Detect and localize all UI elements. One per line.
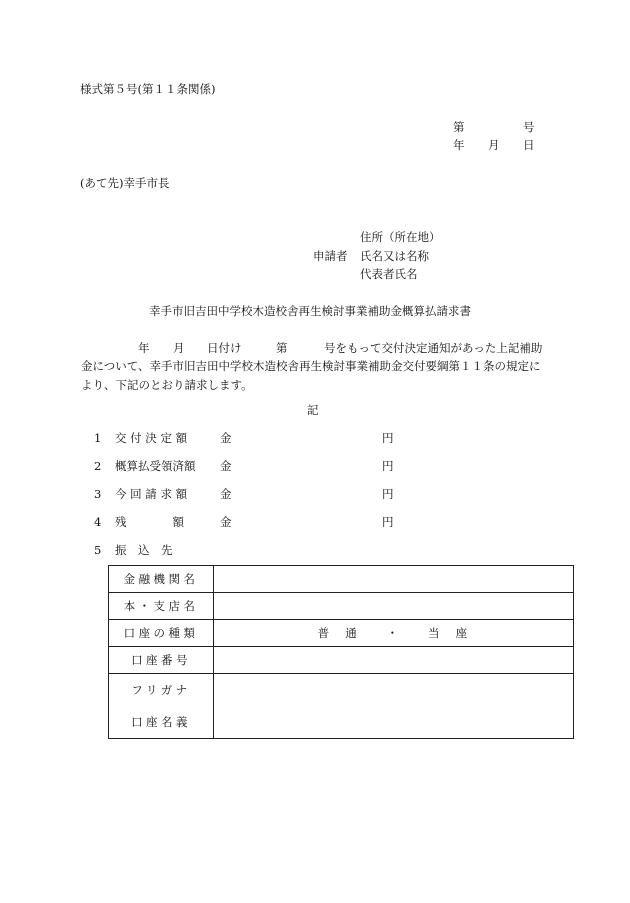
applicant-name-label: 氏名又は名称: [360, 249, 429, 263]
item-4-num: 4: [94, 515, 102, 529]
item-1-label: 交 付 決 定 額: [115, 431, 188, 445]
bank-name-field[interactable]: [214, 566, 574, 593]
form-number: 様式第５号(第１１条関係): [80, 82, 216, 96]
doc-number-dai: 第: [453, 120, 465, 134]
branch-name-label: 本・支店名: [109, 593, 214, 620]
table-row: [109, 647, 574, 674]
bank-name-label: 金融機関名: [109, 566, 214, 593]
body-line1-month: 月: [173, 341, 185, 355]
date-year: 年: [453, 138, 465, 152]
table-row: [109, 620, 574, 647]
ki-heading: 記: [307, 403, 319, 417]
item-3-yen: 円: [382, 487, 394, 501]
doc-number-go: 号: [523, 120, 535, 134]
account-holder-field[interactable]: [214, 674, 574, 739]
item-3-label: 今 回 請 求 額: [115, 487, 188, 501]
account-number-field[interactable]: [214, 647, 574, 674]
account-type-field[interactable]: 普 通 ・ 当 座: [214, 620, 574, 647]
applicant-address-label: 住所（所在地）: [360, 230, 441, 244]
account-number-label: 口座番号: [109, 647, 214, 674]
date-month: 月: [488, 138, 500, 152]
item-2-num: 2: [94, 459, 102, 473]
account-type-label: 口座の種類: [109, 620, 214, 647]
item-4-yen: 円: [382, 515, 394, 529]
body-line2: 金について、幸手市旧吉田中学校木造校舎再生検討事業補助金交付要綱第１１条の規定に: [81, 359, 541, 373]
item-4-kin: 金: [220, 515, 232, 529]
bank-info-table: [108, 565, 574, 739]
account-holder-label: 口座名義: [131, 715, 191, 729]
item-5-num: 5: [94, 543, 102, 557]
body-line1-date: 日付け: [207, 341, 242, 355]
item-4-label: 残 額: [115, 515, 184, 529]
account-holder-label-cell: [109, 674, 214, 739]
item-5-label: 振 込 先: [115, 543, 173, 557]
item-3-kin: 金: [220, 487, 232, 501]
item-1-num: 1: [94, 431, 102, 445]
document-title: 幸手市旧吉田中学校木造校舎再生検討事業補助金概算払請求書: [149, 304, 471, 318]
table-row: [109, 593, 574, 620]
date-day: 日: [523, 138, 535, 152]
item-1-yen: 円: [382, 431, 394, 445]
body-line1-rest: 号をもって交付決定通知があった上記補助: [324, 341, 543, 355]
addressee: (あて先)幸手市長: [80, 176, 170, 190]
item-2-label: 概算払受領済額: [115, 459, 196, 473]
body-line1-year: 年: [138, 341, 150, 355]
item-1-kin: 金: [220, 431, 232, 445]
body-line1-dai: 第: [276, 341, 288, 355]
furigana-label: フリガナ: [131, 683, 191, 697]
applicant-role-label: 申請者: [313, 249, 348, 263]
item-3-num: 3: [94, 487, 102, 501]
branch-name-field[interactable]: [214, 593, 574, 620]
applicant-rep-label: 代表者氏名: [360, 267, 418, 281]
item-2-yen: 円: [382, 459, 394, 473]
table-row: [109, 566, 574, 593]
table-row: [109, 674, 574, 739]
item-2-kin: 金: [220, 459, 232, 473]
body-line3: より、下記のとおり請求します。: [81, 378, 253, 392]
